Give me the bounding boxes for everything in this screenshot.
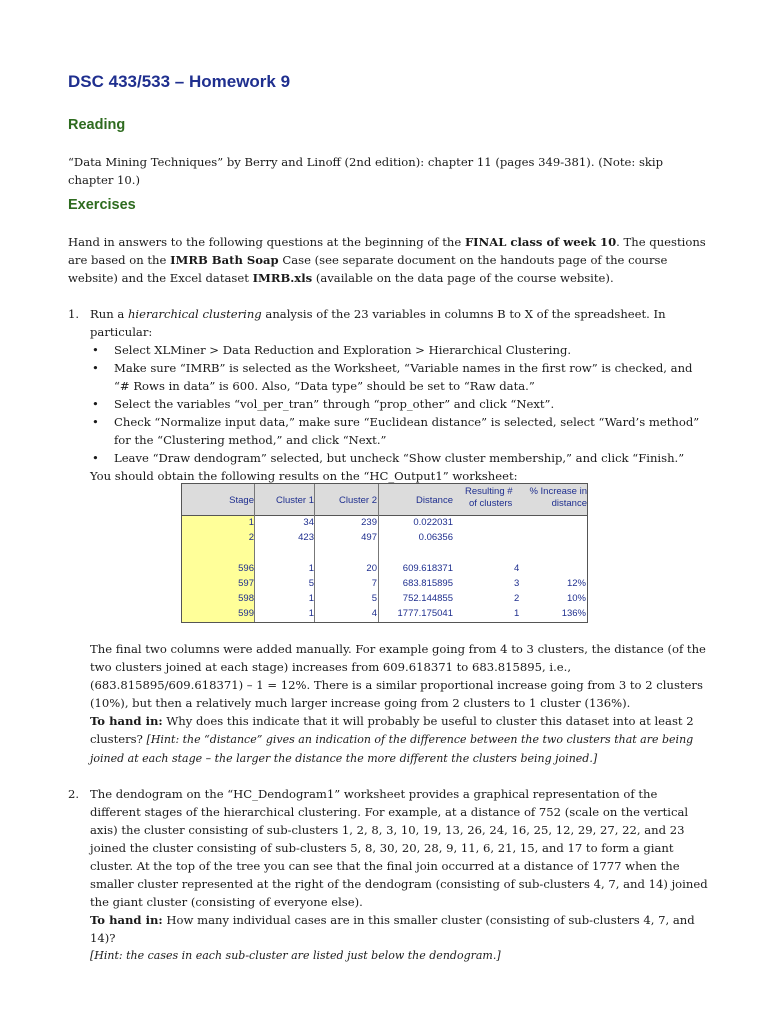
page-title: DSC 433/533 – Homework 9 [68, 72, 291, 91]
cell-resulting-clusters: 2 [514, 593, 520, 604]
question-1-continued [68, 640, 708, 770]
question-1-body [90, 305, 708, 485]
column-divider [314, 484, 315, 622]
cell-cluster-1: 1 [308, 563, 314, 574]
q1-lead-a: Run a [90, 307, 128, 321]
intro-bold-deadline: FINAL class of week 10 [464, 235, 617, 249]
question-1-explanation-block [90, 640, 708, 768]
column-divider [378, 484, 379, 622]
cell-cluster-1: 5 [308, 578, 314, 589]
cell-cluster-2: 497 [361, 532, 377, 543]
cell-resulting-clusters: 1 [514, 608, 520, 619]
cell-cluster-2: 5 [371, 593, 377, 604]
cell-cluster-2: 20 [366, 563, 377, 574]
cell-cluster-2: 4 [371, 608, 377, 619]
header-cluster-2: Cluster 2 [338, 495, 377, 506]
header-resulting-2: of clusters [469, 498, 513, 509]
question-2 [68, 785, 708, 962]
q1-lead-emphasis: hierarchical clustering [127, 307, 262, 321]
cell-stage: 597 [238, 578, 254, 589]
hint-text: [Hint: the “distance” gives an indication of the difference between the two clusters that are being joined at each stage – the larger the distance the more different the clusters being joined.] [90, 733, 694, 765]
hc-output-table [181, 483, 588, 623]
header-resulting-1: Resulting # [465, 486, 513, 497]
column-divider [254, 484, 255, 622]
cell-distance: 1777.175041 [397, 608, 453, 619]
cell-stage: 2 [248, 532, 254, 543]
question-2-text: The dendogram on the “HC_Dendogram1” worksheet provides a graphical representation of the different stages of the hierarchical clustering. For example, at a distance of 752 (scale on the vertical axis) the cluster consisting of sub-clusters 1, 2, 8, 3, 10, 19, 13, 26, 24, 16, 25, 12, 29, 27, 22, and 23 joined the cluster consisting of sub-clusters 5, 8, 30, 20, 28, 9, 11, 6, 21, 15, and 17 to form a giant cluster. At the top of the tree you can see that the final join occurred at a distance of 1777 when the smaller cluster represented at the right of the dendogram (consisting of sub-clusters 4, 7, and 14) joined the giant cluster (consisting of everyone else). [90, 787, 708, 909]
cell-distance: 609.618371 [402, 563, 453, 574]
handin-label: To hand in: [90, 714, 163, 728]
question-1-explanation: The final two columns were added manually. For example going from 4 to 3 clusters, the distance (of the two clusters joined at each stage) increases from 609.618371 to 683.815895, i.e., (683.815895/609.618371) – 1 = 12%. There is a similar proportional increase going from 3 to 2 clusters (10%), but then a relatively much larger increase going from 2 clusters to 1 cluster (136%). [90, 642, 706, 710]
header-increase-2: distance [551, 498, 587, 509]
cell-stage: 599 [238, 608, 254, 619]
header-increase-1: % Increase in [529, 486, 587, 497]
intro-text-1: Hand in answers to the following questions at the beginning of the [68, 235, 465, 249]
cell-cluster-1: 1 [308, 608, 314, 619]
q1-lead-b: analysis of the 23 variables in columns B to X of the spreadsheet. In particular: [90, 307, 666, 339]
intro-bold-case: IMRB Bath Soap [170, 253, 279, 267]
question-2-hint: [Hint: the cases in each sub-cluster are listed just below the dendogram.] [90, 949, 501, 962]
cell-cluster-1: 1 [308, 593, 314, 604]
header-distance: Distance [416, 495, 453, 506]
cell-distance: 752.144855 [402, 593, 453, 604]
cell-cluster-2: 7 [371, 578, 377, 589]
cell-cluster-1: 34 [303, 517, 314, 528]
cell-increase: 136% [561, 608, 586, 619]
cell-distance: 0.022031 [413, 517, 453, 528]
question-1 [68, 305, 708, 483]
question-1-number: 1. [68, 307, 80, 321]
step-item: • Leave “Draw dendogram” selected, but uncheck “Show cluster membership,” and click “Finish.” [90, 449, 708, 467]
header-cluster-1: Cluster 1 [275, 495, 314, 506]
step-item: • Make sure “IMRB” is selected as the Worksheet, “Variable names in the first row” is checked, and “# Rows in data” is 600. Also, “Data type” should be set to “Raw data.” [90, 359, 708, 395]
step-item: • Select the variables “vol_per_tran” through “prop_other” and click “Next”. [90, 395, 708, 413]
intro-text-2: . The questions are based on the [68, 235, 706, 267]
cell-increase: 10% [566, 593, 586, 604]
cell-cluster-2: 239 [361, 517, 377, 528]
question-2-number: 2. [68, 787, 80, 801]
step-item: • Select XLMiner > Data Reduction and Exploration > Hierarchical Clustering. [90, 341, 708, 359]
cell-increase: 12% [566, 578, 586, 589]
cell-distance: 683.815895 [402, 578, 453, 589]
question-1-after: You should obtain the following results on the “HC_Output1” worksheet: [90, 469, 518, 483]
question-2-handin [90, 911, 708, 947]
cell-stage: 596 [238, 563, 254, 574]
cell-stage: 1 [248, 517, 254, 528]
handin-text: How many individual cases are in this smaller cluster (consisting of sub-clusters 4, 7, and 14)? [90, 913, 695, 945]
question-2-body [90, 785, 708, 965]
intro-text-3: Case (see separate document on the handouts page of the course website) and the Excel dataset [68, 253, 668, 285]
question-1-handin [90, 712, 708, 768]
question-1-steps [90, 341, 708, 467]
handin-label: To hand in: [90, 913, 163, 927]
cell-resulting-clusters: 4 [514, 563, 520, 574]
intro-text-4: (available on the data page of the course website). [312, 271, 614, 285]
header-stage: Stage [229, 495, 254, 506]
cell-cluster-1: 423 [298, 532, 314, 543]
question-1-lead [90, 305, 708, 341]
cell-distance: 0.06356 [418, 532, 453, 543]
exercises-intro [68, 233, 708, 287]
cell-resulting-clusters: 3 [514, 578, 520, 589]
reading-text: “Data Mining Techniques” by Berry and Linoff (2nd edition): chapter 11 (pages 349-381). (Note: skip chapter 10.) [68, 155, 664, 187]
exercises-heading: Exercises [68, 197, 136, 213]
step-item: • Check “Normalize input data,” make sure “Euclidean distance” is selected, select “Ward’s method” for the “Clustering method,” and click “Next.” [90, 413, 708, 449]
handin-text: Why does this indicate that it will probably be useful to cluster this dataset into at least 2 clusters? [90, 714, 694, 746]
reading-heading: Reading [68, 117, 126, 133]
cell-stage: 598 [238, 593, 254, 604]
intro-bold-dataset: IMRB.xls [252, 271, 313, 285]
